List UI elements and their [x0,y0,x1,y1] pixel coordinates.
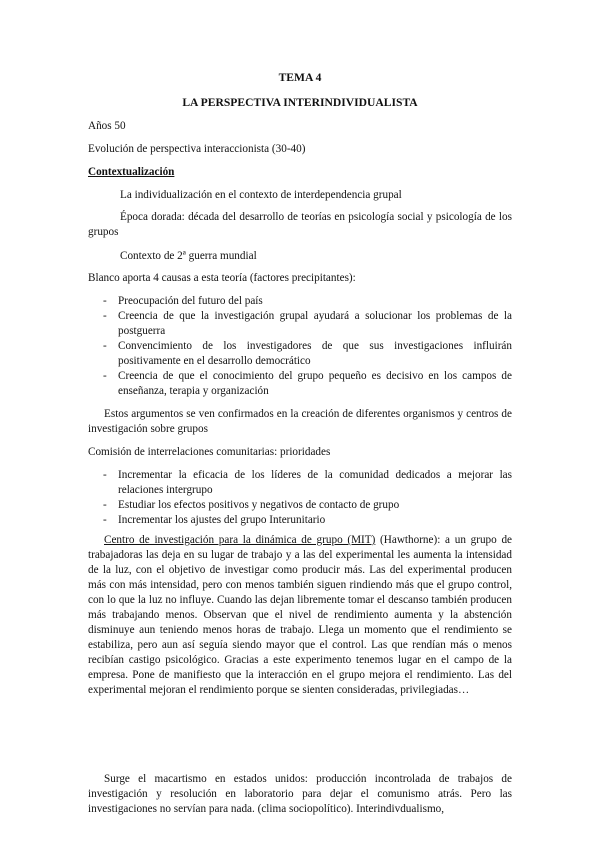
epoca-dorada-text: Época dorada: década del desarrollo de teorías en psicología social y psicología de los grupos [88,211,512,238]
context-line-individualizacion: La individualización en el contexto de interdependencia grupal [120,189,402,201]
macartismo-text: Surge el macartismo en estados unidos: producción incontrolada de trabajos de investigación y resolución en laboratorio para dejar el comunismo atrás. Pero las investigaciones no servían para nada. (clima sociopolítico). Interindivdualismo, [88,773,512,815]
section-heading-contextualizacion: Contextualización [88,166,175,178]
centro-body-text: (Hawthorne): a un grupo de trabajadoras las deja en su lugar de trabajo y a las del experimental les aumenta la intensidad de la luz, con el objetivo de investigar como producir más. Las del experimental producen más con más intensidad, pero con menos también siguen rindiendo más que el grupo control, con lo que la luz no influye. Cuando las dejan libremente tomar el descanso también producen más trabajando menos. Observan que el nivel de rendimiento aumenta y la abstención disminuye aun teniendo menos horas de trabajo. Llega un momento que el rendimiento se estabiliza, pero aun así seguía siendo mayor que el control. Las que rendían más o menos recibían castigo psicológico. Gracias a este experimento tenemos lugar en el campo de la empresa. Pone de manifiesto que la interacción en el grupo mejora el rendimiento. Las del experimental mejoran el rendimiento porque se sienten consideradas, privilegiadas… [88,534,513,696]
centro-link-text: Centro de investigación para la dinámica de grupo (MIT) [104,534,376,546]
blanco-line: Blanco aporta 4 causas a esta teoría (factores precipitantes): [88,272,356,284]
doc-title-tema: TEMA 4 [278,71,322,84]
list-item: - Estudiar los efectos positivos y negativos de contacto de grupo [88,498,512,513]
list-item: - Creencia de que la investigación grupal ayudará a solucionar los problemas de la postguerra [88,309,512,339]
context-line-epoca-dorada [88,210,512,240]
macartismo-paragraph [88,772,512,817]
years-line: Años 50 [88,120,126,132]
comision-line: Comisión de interrelaciones comunitarias: prioridades [88,446,331,458]
causes-list [88,294,512,399]
evolution-line: Evolución de perspectiva interaccionista (30-40) [88,143,306,155]
doc-title-perspectiva: LA PERSPECTIVA INTERINDIVIDUALISTA [182,96,418,109]
argumentos-paragraph [88,407,512,437]
list-item: - Preocupación del futuro del país [88,294,512,309]
list-item: - Convencimiento de los investigadores de que sus investigaciones influirán positivamente en el desarrollo democrático [88,339,512,369]
list-item: - Creencia de que el conocimiento del grupo pequeño es decisivo en los campos de enseñanza, terapia y organización [88,369,512,399]
priorities-list [88,468,512,528]
list-item: - Incrementar los ajustes del grupo Interunitario [88,513,512,528]
centro-paragraph [88,533,512,698]
centro-text [88,533,512,698]
argumentos-text: Estos argumentos se ven confirmados en la creación de diferentes organismos y centros de investigación sobre grupos [88,408,512,435]
list-item: - Incrementar la eficacia de los líderes de la comunidad dedicados a mejorar las relaciones intergrupo [88,468,512,498]
context-line-guerra: Contexto de 2ª guerra mundial [120,250,257,262]
